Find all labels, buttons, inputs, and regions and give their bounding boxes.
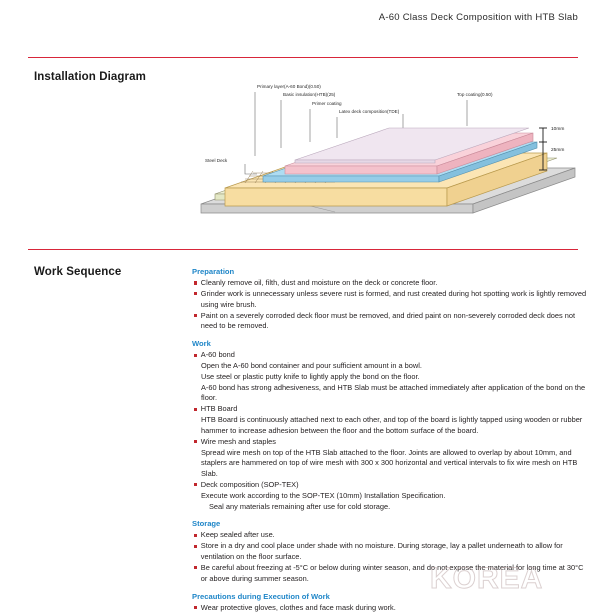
dimension-label-25mm: 25mm [551, 148, 565, 153]
work-sequence-bullet-item [192, 350, 588, 361]
bullet-text: Wear protective gloves, clothes and face mask during work. [200, 602, 396, 612]
work-sequence-bullet-item [192, 311, 588, 333]
bullet-square-icon [194, 606, 197, 609]
callout-primer-coating: Primer coating [312, 101, 342, 106]
callout-top-coating: Top coating(0.50) [457, 92, 493, 97]
bullet-sub-line: Open the A-60 bond container and pour sufficient amount in a bowl. [201, 361, 422, 371]
bullet-square-icon [194, 483, 197, 486]
bullet-text: A-60 bond [200, 350, 235, 360]
deck-composition-illustration [185, 82, 600, 242]
work-sequence-heading: Storage [192, 519, 221, 529]
bullet-text: Wire mesh and staples [200, 436, 276, 446]
callout-primary-layer: Primary layer(A-60 Bond)(0.50) [257, 84, 321, 89]
bullet-sub-line: Execute work according to the SOP-TEX (10mm) Installation Specification. [201, 490, 446, 500]
bullet-square-icon [194, 292, 197, 295]
bullet-square-icon [194, 281, 197, 284]
bullet-square-icon [194, 566, 197, 569]
bullet-text: Be careful about freezing at -5°C or below during winter season, and do not expose the material for long time at 30°C or above during summer season. [200, 562, 584, 583]
work-sequence-heading: Preparation [192, 267, 235, 276]
work-sequence-heading: Work [192, 339, 211, 349]
callout-basic-insulation: Basic insulation(HTB)(25) [283, 92, 336, 97]
bullet-square-icon [194, 354, 197, 357]
work-sequence-bullet-item [192, 480, 588, 491]
work-sequence-bullet-item [192, 289, 588, 311]
work-sequence-group [192, 266, 588, 332]
watermark: KOREA [430, 562, 544, 595]
section-label-installation-diagram: Installation Diagram [34, 71, 146, 83]
installation-diagram [185, 82, 600, 242]
work-sequence-bullet-item [192, 541, 588, 563]
divider-top [28, 57, 578, 58]
bullet-square-icon [194, 440, 197, 443]
bullet-text: Deck composition (SOP-TEX) [200, 479, 299, 489]
work-sequence-bullet-item [192, 603, 588, 613]
callout-latex-deck: Latex deck composition(TDE) [339, 109, 400, 114]
bullet-sub-line: HTB Board is continuously attached next to each other, and top of the board is lightly tapped using wooden or rubber hammer to increase adhesion between the floor and the bottom surface of the board. [201, 415, 583, 435]
work-sequence-group [192, 338, 588, 512]
dimension-label-10mm: 10mm [551, 127, 565, 132]
work-sequence-bullet-item [192, 404, 588, 415]
work-sequence-heading: Precautions during Execution of Work [192, 591, 330, 601]
work-sequence-content [192, 266, 588, 613]
work-sequence-bullet-item [192, 437, 588, 448]
bullet-text: Paint on a severely corroded deck floor must be removed, and dried paint on non-severely corroded deck does not need to be removed. [200, 310, 576, 331]
work-sequence-bullet-item [192, 563, 588, 585]
bullet-text: Keep sealed after use. [200, 530, 275, 540]
bullet-text: Grinder work is unnecessary unless severe rust is formed, and rust created during hot spotting work is lightly removed using wire brush. [200, 288, 587, 309]
callout-steel-deck: Steel Deck [205, 158, 228, 163]
bullet-square-icon [194, 545, 197, 548]
bullet-square-icon [194, 314, 197, 317]
work-sequence-bullet-item [192, 278, 588, 289]
section-label-work-sequence: Work Sequence [34, 266, 122, 278]
bullet-text: Store in a dry and cool place under shade with no moisture. During storage, lay a pallet underneath to allow for ventilation on the floor surface. [200, 541, 563, 562]
divider-middle [28, 249, 578, 250]
bullet-text: HTB Board [200, 404, 238, 414]
bullet-square-icon [194, 534, 197, 537]
bullet-sub-line: Spread wire mesh on top of the HTB Slab attached to the floor. Joints are allowed to overlap by about 10mm, and staplers are hammered on top of wire mesh with 300 x 300 horizontal and vertical intervals to fix wire mesh on HTB Slab. [201, 447, 578, 479]
bullet-sub-line: A-60 bond has strong adhesiveness, and HTB Slab must be attached immediately after application of the bond on the floor. [201, 382, 586, 403]
work-sequence-group [192, 591, 588, 613]
work-sequence-group [192, 518, 588, 584]
bullet-text: Cleanly remove oil, filth, dust and moisture on the deck or concrete floor. [200, 278, 438, 288]
bullet-sub-line: Use steel or plastic putty knife to lightly apply the bond on the floor. [201, 371, 420, 381]
document-title: A-60 Class Deck Composition with HTB Slab [378, 12, 578, 23]
work-sequence-bullet-item [192, 530, 588, 541]
bullet-sub-line-indented: Seal any materials remaining after use for cold storage. [209, 501, 391, 511]
bullet-square-icon [194, 408, 197, 411]
